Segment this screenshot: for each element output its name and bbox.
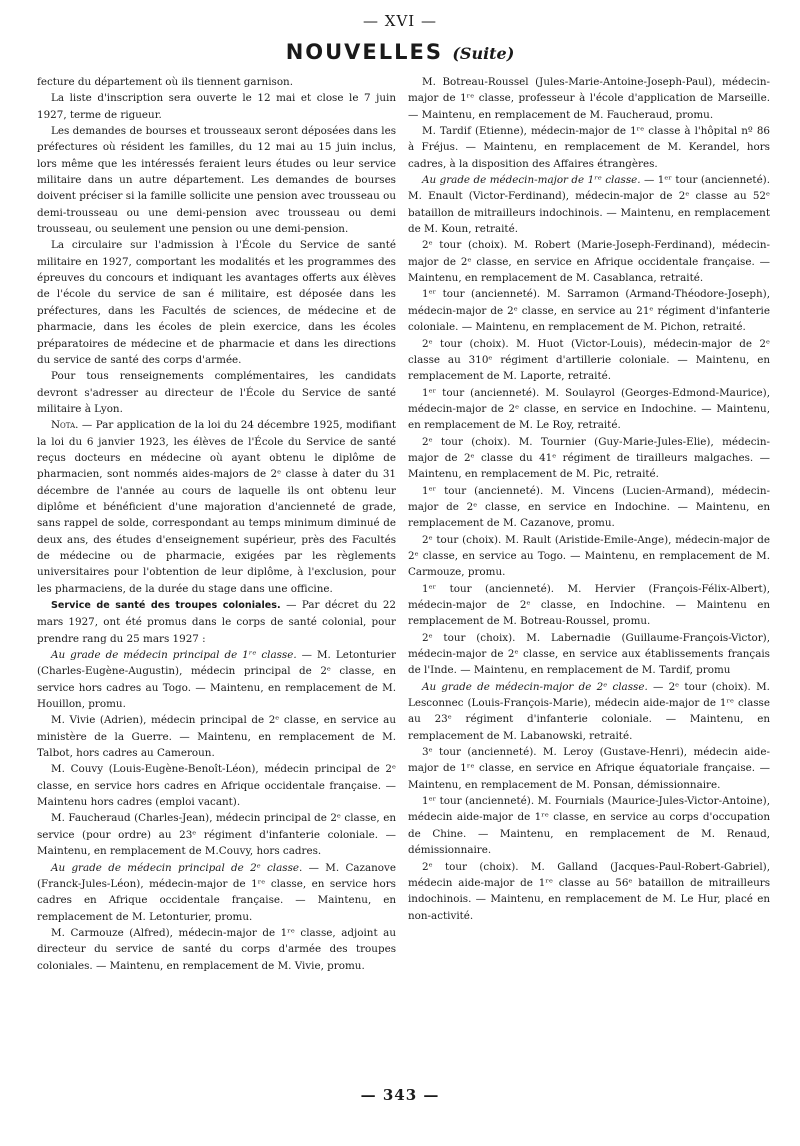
right-column [408,74,770,924]
paragraph: La circulaire sur l'admission à l'École du Service de santé militaire en 1927, comportant les modalités et les programmes des épreuves du concours et indiquant les avantages offerts aux élèves de l'école du service de san é militaire, est déposée dans les préfectures, dans les Facultés de sciences, de médecine et de pharmacie, dans les écoles de plein exercice, dans les écoles préparatoires de médecine et de pharmacie et dans les directions du service de santé des corps d'armée. [37,239,396,366]
paragraph-text: — M. Cazanove (Franck-Jules-Léon), médecin-major de 1ʳᵉ classe, en service hors cadres en Afrique occidentale française. — Maintenu, en remplacement de M. Letonturier, promu. [37,861,396,923]
nota-paragraph [37,417,396,597]
paragraph-text: — Par décret du 22 mars 1927, ont été promus dans le corps de santé colonial, pour prendre rang du 25 mars 1927 : [37,599,396,645]
paragraph: fecture du département où ils tiennent garnison. [37,76,293,88]
left-column [37,74,396,974]
nota-label: Nota. [51,419,79,432]
section-title [0,40,800,64]
paragraph: 1ᵉʳ tour (ancienneté). M. Sarramon (Armand-Théodore-Joseph), médecin-major de 2ᵉ classe, en service au 21ᵉ régiment d'infanterie coloniale. — Maintenu, en remplacement de M. Pichon, retraité. [408,288,770,334]
paragraph: M. Tardif (Etienne), médecin-major de 1ʳᵉ classe à l'hôpital nº 86 à Fréjus. — Maintenu, en remplacement de M. Kerandel, hors cadres, à la disposition des Affaires étrangères. [408,125,770,170]
paragraph: Les demandes de bourses et trousseaux seront déposées dans les préfectures où résident les familles, du 12 mai au 15 juin inclus, lors même que les intéressés feraient leurs études ou leur service militaire dans un autre département. Les demandes de bourses doivent préciser si la famille sollicite une pension avec trousseau ou demi-trousseau ou une demi-pension avec trousseau ou demi trousseau, ou seulement une pension ou une demi-pension. [37,125,396,236]
paragraph: 2ᵉ tour (choix). M. Labernadie (Guillaume-François-Victor), médecin-major de 2ᵉ classe, en service aux établissements français de l'Inde. — Maintenu, en remplacement de M. Tardif, promu [408,631,770,677]
nota-text: — Par application de la loi du 24 décembre 1925, modifiant la loi du 6 janvier 1923, les élèves de l'École du Service de santé reçus docteurs en médecine où ayant obtenu le diplôme de pharmacien, sont nommés aides-majors de 2ᵉ classe à dater du 31 décembre de l'année au cours de laquelle ils ont obtenu leur diplôme et bénéficient d'une majoration d'ancienneté de grade, sans rappel de solde, correspondant au temps minimum diminué de deux ans, des études d'enseignement supérieur, près des Facultés de médecine ou de pharmacie, exigées par les règlements universitaires pour l'obtention de leur diplôme, à l'exclusion, pour les pharmaciens, de la durée du stage dans une officine. [37,419,396,595]
paragraph: M. Carmouze (Alfred), médecin-major de 1ʳᵉ classe, adjoint au directeur du service de santé du corps d'armée des troupes coloniales. — Maintenu, en remplacement de M. Vivie, promu. [37,926,396,972]
grade-paragraph [408,679,770,744]
grade-heading: Au grade de médecin-major de 2ᵉ classe. [422,680,648,693]
paragraph: M. Faucheraud (Charles-Jean), médecin principal de 2ᵉ classe, en service (pour ordre) au 23ᵉ régiment d'infanterie coloniale. —Maintenu, en remplacement de M.Couvy, hors cadres. [37,812,396,858]
roman-page-number: — XVI — [363,12,437,30]
grade-heading: Au grade de médecin principal de 1ʳᵉ classe. [51,649,297,662]
grade-paragraph [37,647,396,712]
paragraph: 3ᵉ tour (ancienneté). M. Leroy (Gustave-Henri), médecin aide-major de 1ʳᵉ classe, en service en Afrique équatoriale française. — Maintenu, en remplacement de M. Ponsan, démissionnaire. [408,746,770,791]
paragraph: 1ᵉʳ tour (ancienneté). M. Hervier (François-Félix-Albert), médecin-major de 2ᵉ classe, en Indochine. — Maintenu en remplacement de M. Botreau-Roussel, promu. [408,582,770,628]
paragraph: Pour tous renseignements complémentaires, les candidats devront s'adresser au directeur de l'École du Service de santé militaire à Lyon. [37,370,396,415]
page-number: — 343 — [360,1086,440,1104]
paragraph: 2ᵉ tour (choix). M. Rault (Aristide-Emile-Ange), médecin-major de 2ᵉ classe, en service au Togo. — Maintenu, en remplacement de M. Carmouze, promu. [408,533,770,579]
paragraph-text: — 2ᵉ tour (choix). M. Lesconnec (Louis-François-Marie), médecin aide-major de 1ʳᵉ classe au 23ᵉ régiment d'infanterie coloniale. — Maintenu, en remplacement de M. Labanowski, retraité. [408,680,770,742]
paragraph: M. Botreau-Roussel (Jules-Marie-Antoine-Joseph-Paul), médecin-major de 1ʳᵉ classe, professeur à l'école d'application de Marseille. — Maintenu, en remplacement de M. Faucheraud, promu. [408,76,770,121]
grade-paragraph [37,860,396,925]
section-heading-paragraph [37,597,396,647]
grade-paragraph [408,172,770,237]
grade-heading: Au grade de médecin-major de 1ʳᵉ classe. [422,174,641,187]
grade-heading: Au grade de médecin principal de 2ᵉ classe. [51,861,303,874]
paragraph: 2ᵉ tour (choix). M. Robert (Marie-Joseph-Ferdinand), médecin-major de 2ᵉ classe, en service en Afrique occidentale française. — Maintenu, en remplacement de M. Casablanca, retraité. [408,239,770,285]
paragraph: 2ᵉ tour (choix). M. Huot (Victor-Louis), médecin-major de 2ᵉ classe au 310ᵉ régiment d'artillerie coloniale. — Maintenu, en remplacement de M. Laporte, retraité. [408,337,770,383]
section-title-text: NOUVELLES [285,40,443,64]
paragraph: La liste d'inscription sera ouverte le 12 mai et close le 7 juin 1927, terme de rigueur. [37,92,396,121]
paragraph-text: — 1ᵉʳ tour (ancienneté). M. Enault (Victor-Ferdinand), médecin-major de 2ᵉ classe au 52ᵉ bataillon de mitrailleurs indochinois. — Maintenu, en remplacement de M. Koun, retraité. [408,174,771,236]
section-title-suffix: (Suite) [452,44,515,63]
section-heading: Service de santé des troupes coloniales. [51,600,281,611]
paragraph: M. Vivie (Adrien), médecin principal de 2ᵉ classe, en service au ministère de la Guerre. — Maintenu, en remplacement de M. Talbot, hors cadres au Cameroun. [37,714,396,760]
paragraph: 1ᵉʳ tour (ancienneté). M. Soulayrol (Georges-Edmond-Maurice), médecin-major de 2ᵉ classe, en service en Indochine. — Maintenu, en remplacement de M. Le Roy, retraité. [408,386,770,432]
paragraph-text: — M. Letonturier (Charles-Eugène-Augustin), médecin principal de 2ᵉ classe, en service hors cadres au Togo. — Maintenu, en remplacement de M. Houillon, promu. [37,649,396,711]
paragraph: 2ᵉ tour (choix). M. Galland (Jacques-Paul-Robert-Gabriel), médecin aide-major de 1ʳᵉ classe au 56ᵉ bataillon de mitrailleurs indochinois. — Maintenu, en remplacement de M. Le Hur, placé en non-activité. [408,860,770,922]
paragraph: 1ᵉʳ tour (ancienneté). M. Fournials (Maurice-Jules-Victor-Antoine), médecin aide-major de 1ʳᵉ classe, en service au corps d'occupation de Chine. — Maintenu, en remplacement de M. Renaud, démissionnaire. [408,795,770,857]
paragraph: M. Couvy (Louis-Eugène-Benoît-Léon), médecin principal de 2ᵉ classe, en service hors cadres en Afrique occidentale française. — Maintenu hors cadres (emploi vacant). [37,763,396,809]
paragraph: 2ᵉ tour (choix). M. Tournier (Guy-Marie-Jules-Elie), médecin-major de 2ᵉ classe du 41ᵉ régiment de tirailleurs malgaches. — Maintenu, en remplacement de M. Pic, retraité. [408,435,770,481]
paragraph: 1ᵉʳ tour (ancienneté). M. Vincens (Lucien-Armand), médecin-major de 2ᵉ classe, en service en Indochine. — Maintenu, en remplacement de M. Cazanove, promu. [408,484,770,530]
